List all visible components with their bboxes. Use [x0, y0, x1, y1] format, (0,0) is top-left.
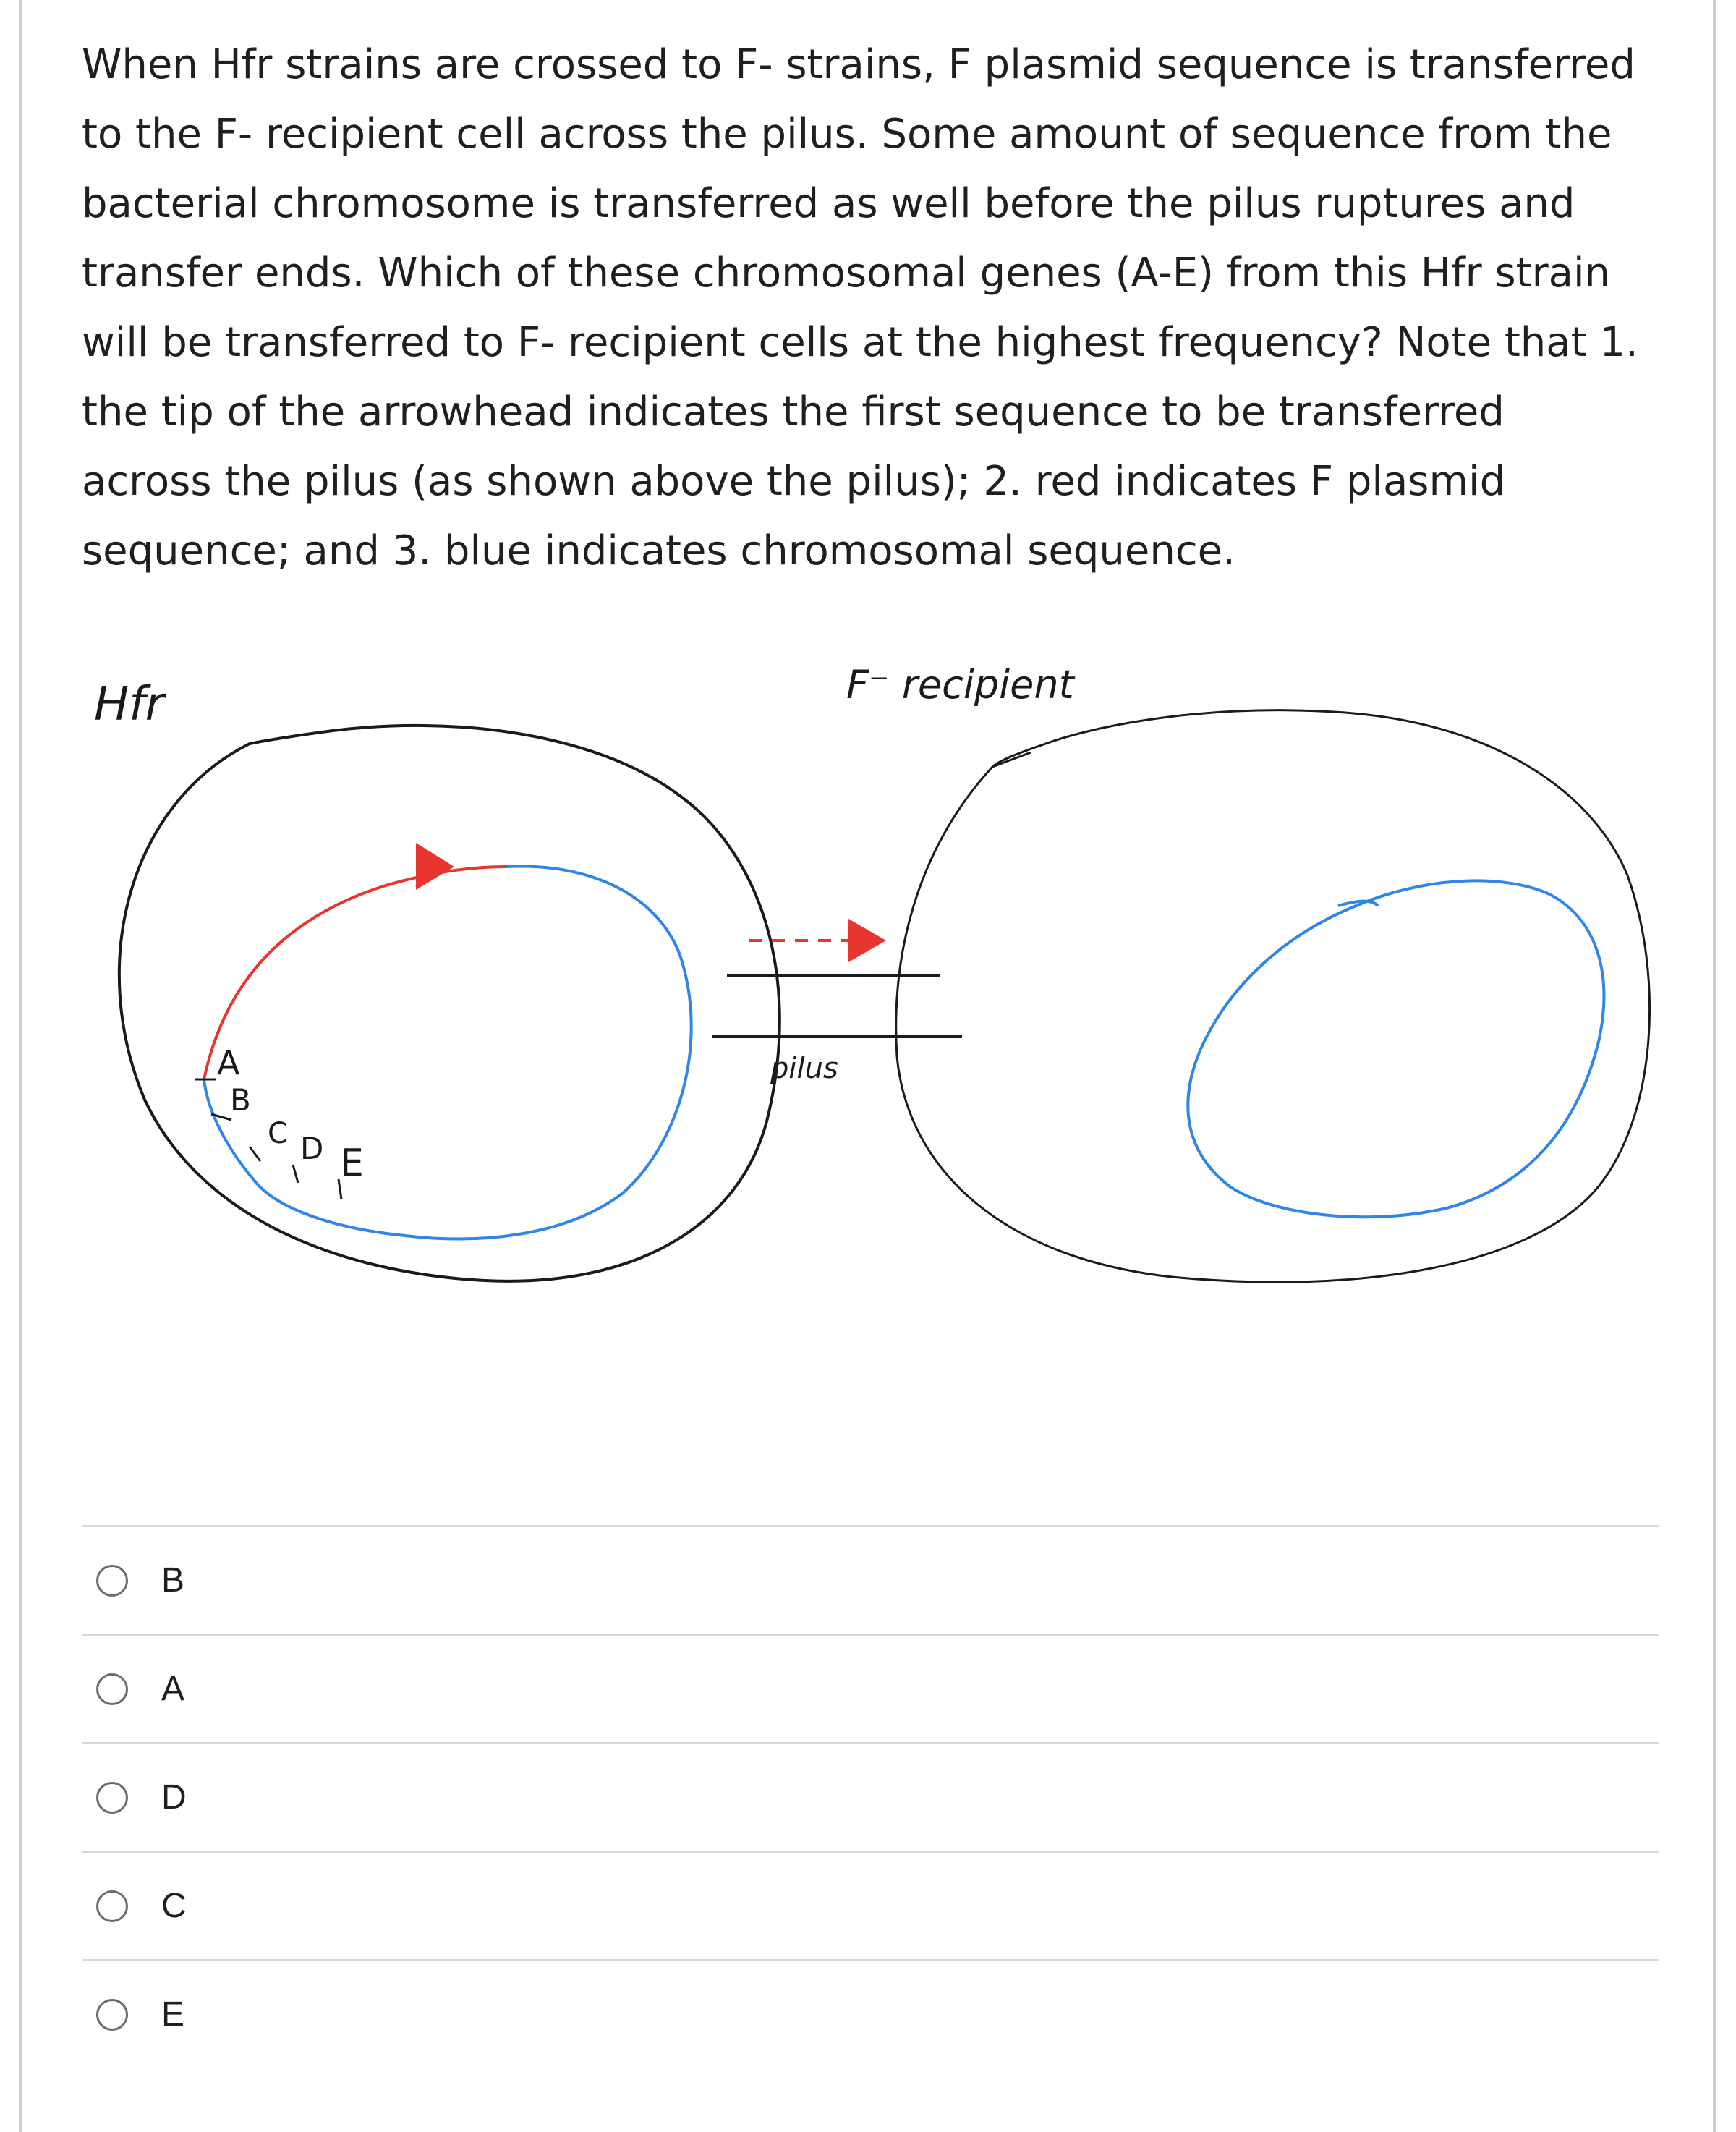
- recipient-label: F⁻ recipient: [846, 662, 1074, 708]
- radio-button[interactable]: [96, 1673, 128, 1705]
- answer-label: C: [161, 1887, 187, 1925]
- answer-label: A: [161, 1670, 185, 1708]
- pilus-label: pilus: [770, 1052, 838, 1085]
- hfr-plasmid-segment: [204, 867, 506, 1079]
- answer-option-b[interactable]: [82, 1525, 1659, 1634]
- gene-label-e: E: [340, 1142, 364, 1185]
- radio-button[interactable]: [96, 1782, 128, 1814]
- answer-list: [82, 1525, 1659, 2068]
- radio-button[interactable]: [96, 1565, 128, 1597]
- gene-label-b: B: [230, 1082, 251, 1118]
- gene-label-c: C: [268, 1117, 288, 1150]
- answer-option-a[interactable]: [82, 1634, 1659, 1742]
- gene-markers: [195, 1043, 364, 1199]
- recipient-chromosome: [1188, 880, 1604, 1217]
- hfr-cell-outline: [119, 726, 780, 1281]
- answer-label: E: [161, 1995, 185, 2034]
- answer-option-e[interactable]: [82, 1959, 1659, 2068]
- gene-label-a: A: [217, 1043, 240, 1082]
- pilus-transfer-arrowhead: [848, 919, 886, 962]
- radio-button[interactable]: [96, 1999, 128, 2031]
- answer-label: B: [161, 1561, 185, 1600]
- radio-button[interactable]: [96, 1890, 128, 1922]
- hfr-transfer-arrowhead: [416, 843, 454, 890]
- hfr-label: Hfr: [94, 678, 164, 731]
- answer-option-d[interactable]: [82, 1742, 1659, 1851]
- recipient-cell-stub: [992, 752, 1031, 767]
- conjugation-diagram: [43, 637, 1693, 1360]
- answer-option-c[interactable]: [82, 1851, 1659, 1959]
- question-text: When Hfr strains are crossed to F- strains, F plasmid sequence is transferred to the F- recipient cell across the pilus. Some amount of sequence from the bacterial chromosome is transferred as well before the pilus ruptures and transfer ends. Which of these chromosomal genes (A-E) from this Hfr strain will be transferred to F- recipient cells at the highest frequency? Note that 1. the tip of the arrowhead indicates the first sequence to be transferred across the pilus (as shown above the pilus); 2. red indicates F plasmid sequence; and 3. blue indicates chromosomal sequence.: [82, 41, 1638, 574]
- hfr-chromosome-segment: [204, 866, 692, 1239]
- recipient-cell-outline: [896, 710, 1650, 1282]
- answer-label: D: [161, 1778, 187, 1817]
- gene-label-d: D: [300, 1131, 324, 1166]
